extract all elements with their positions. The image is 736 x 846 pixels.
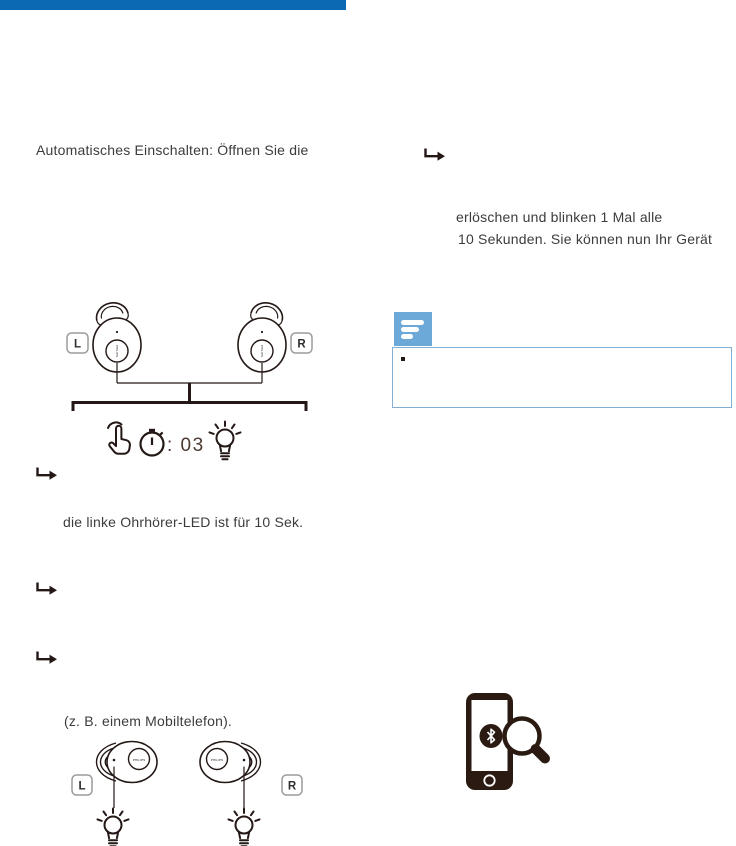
left-label-box [67,333,88,353]
touch-icon [108,422,130,453]
earbuds-pairing-diagram [55,283,325,468]
bulb-icon [229,809,260,846]
led-dot [243,759,246,762]
note-icon [394,312,432,346]
paragraph-result-line2: 10 Sekunden. Sie können nun Ihr Gerät [458,231,713,247]
left-label-box [72,775,92,795]
right-earbud-side [200,742,261,783]
paragraph-device-example: (z. B. einem Mobiltelefon). [64,713,233,729]
left-label: L [78,780,86,793]
left-label: L [73,338,82,351]
led-dot [261,331,263,333]
return-arrow-icon [36,651,59,665]
right-label: R [297,338,306,351]
led-dot [116,331,118,333]
paragraph-auto-power-on: Automatisches Einschalten: Öffnen Sie die [36,142,309,158]
brand-label: PHILIPS [132,757,146,762]
earbuds-led-diagram [50,730,320,846]
bulb-icon [210,422,241,460]
right-label-box [291,333,312,353]
timer-value: : 03 [167,435,205,456]
left-earbud-front [93,300,141,372]
return-arrow-icon [36,582,59,596]
brand-label: PHILIPS [115,344,120,358]
square-bullet-icon [401,357,405,361]
phone-bluetooth-search-figure [455,685,565,805]
stopwatch-icon [141,430,164,455]
return-arrow-icon [36,467,59,481]
right-label-box [282,775,302,795]
paragraph-led-duration: die linke Ohrhörer-LED ist für 10 Sek. [63,514,304,530]
paragraph-result-line1: erlöschen und blinken 1 Mal alle [456,209,663,225]
right-earbud-front [238,300,286,372]
bulb-icon [98,809,129,846]
bluetooth-icon [480,724,503,748]
brand-label: PHILIPS [210,757,224,762]
return-arrow-icon [424,148,447,162]
left-earbud-side [97,742,158,783]
brand-label: PHILIPS [260,344,265,358]
note-box [392,347,732,408]
led-dot [113,759,116,762]
right-label: R [287,780,297,793]
header-accent-bar [0,0,346,10]
